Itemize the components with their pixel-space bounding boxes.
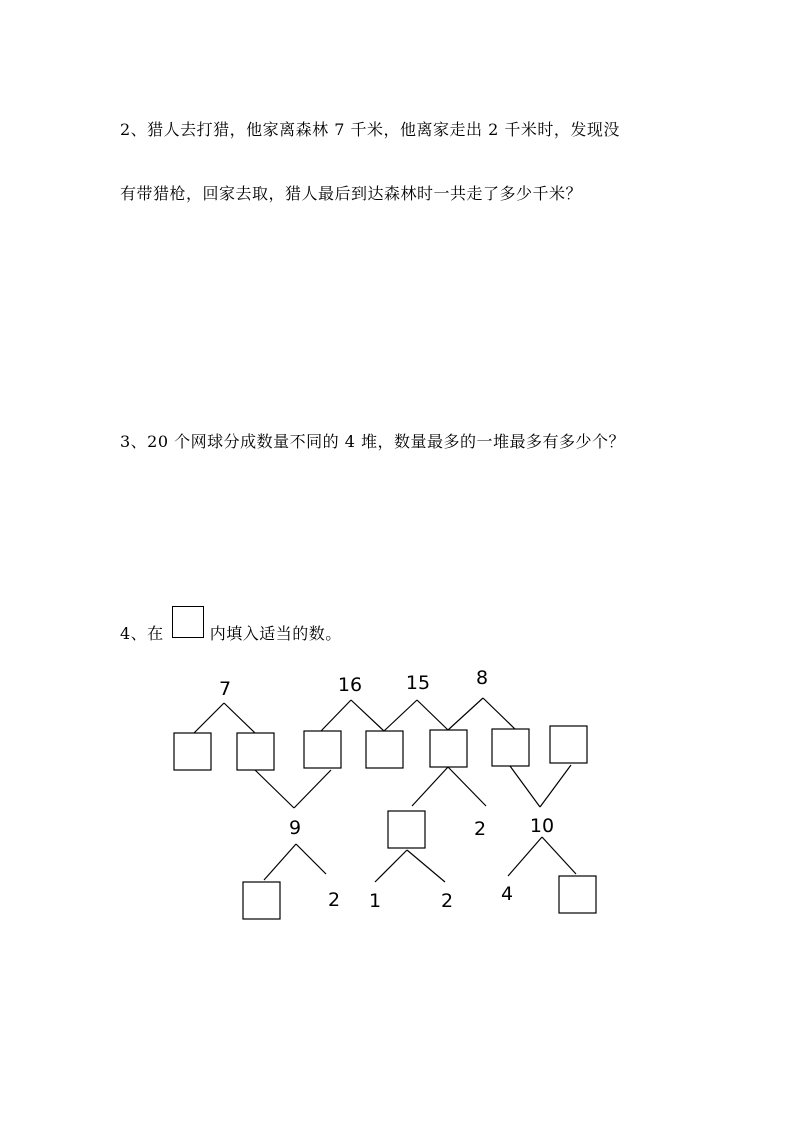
node-2: 2 (440, 890, 454, 912)
connector-line (255, 770, 294, 808)
connector-line (483, 698, 516, 730)
connector-line (448, 767, 486, 806)
answer-box[interactable] (559, 876, 596, 913)
node-7: 7 (218, 678, 232, 700)
answer-box[interactable] (243, 882, 280, 919)
answer-box[interactable] (550, 726, 587, 763)
node-15: 15 (405, 672, 431, 694)
question-2-line-2: 有带猎枪，回家去取，猎人最后到达森林时一共走了多少千米？ (120, 184, 583, 203)
question-3: 3、20 个网球分成数量不同的 4 堆，数量最多的一堆最多有多少个？ (120, 432, 625, 451)
answer-box[interactable] (237, 733, 274, 770)
answer-box[interactable] (430, 730, 467, 767)
answer-box[interactable] (388, 811, 425, 848)
connector-line (224, 703, 255, 733)
node-1: 1 (368, 890, 382, 912)
node-4: 4 (500, 883, 514, 905)
connector-line (448, 698, 483, 730)
connector-line (540, 765, 571, 807)
connector-line (508, 837, 542, 876)
answer-box[interactable] (174, 733, 211, 770)
connector-line (412, 767, 448, 806)
question-4-suffix: 内填入适当的数。 (209, 623, 342, 643)
connector-line (375, 850, 407, 882)
node-10: 10 (529, 815, 555, 837)
connector-line (194, 703, 224, 733)
node-8: 8 (475, 667, 489, 689)
question-4-prefix: 4、在 (120, 623, 164, 643)
connector-line (294, 770, 331, 808)
answer-box[interactable] (366, 731, 403, 768)
connector-line (296, 844, 326, 874)
node-2: 2 (473, 818, 487, 840)
connector-line (407, 850, 445, 882)
node-9: 9 (288, 817, 302, 839)
question-2-line-1: 2、猎人去打猎，他家离森林 7 千米，他离家走出 2 千米时，发现没 (120, 120, 620, 139)
connector-line (384, 700, 417, 731)
connector-line (510, 766, 540, 807)
connector-line (351, 700, 384, 731)
node-16: 16 (337, 674, 363, 696)
connector-line (417, 700, 448, 730)
connector-line (542, 837, 576, 874)
node-2: 2 (327, 889, 341, 911)
connector-line (321, 700, 351, 731)
answer-box[interactable] (304, 731, 341, 768)
connector-line (264, 844, 296, 880)
answer-box[interactable] (492, 729, 529, 766)
